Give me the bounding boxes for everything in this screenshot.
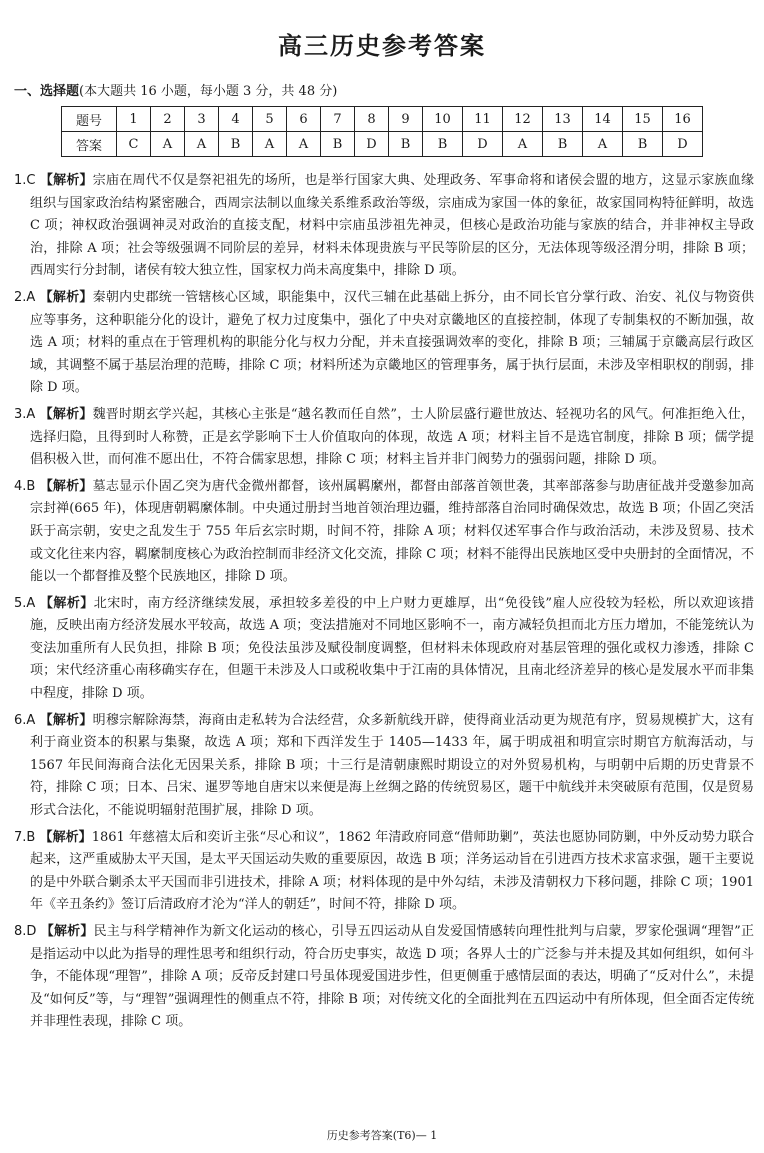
question-explanation: 民主与科学精神作为新文化运动的核心，引导五四运动从自发爱国情感转向理性批判与启蒙，罗家伦强调“理智”正是指运动中以此为指导的理性思考和组织行动，符合历史事实，故选 D 项；各界人士的广泛参与并未提及其如何组织，如何斗争，不能体现“理智”，排除 A 项；反帝反封建口号虽体现爱国进步性，但更侧重于感情层面的表达，明确了“反对什么”，未提及“如何反”等，与“理智”强调理性的侧重点不符，排除 B 项；对传统文化的全面批判在五四运动中有所体现，但全面否定传统并非理性表现，排除 C 项。: [30, 924, 754, 1030]
question-number: 1.C: [14, 173, 36, 188]
question-number-cell: 2: [151, 107, 185, 132]
question-explanation: 秦朝内史郡统一管辖核心区域，职能集中，汉代三辅在此基础上拆分，由不同长官分掌行政、治安、礼仪与物资供应等事务，这种职能分化的设计，避免了权力过度集中，强化了中央对京畿地区的直接控制，体现了专制集权的不断加强，故选 A 项；材料的重点在于管理机构的职能分化与权力分配，并未直接强调效率的变化，排除 B 项；三辅属于京畿高层行政区域，其调整不属于基层治理的范畴，排除 C 项；材料所述为京畿地区的管理事务，属于执行层面，未涉及宰相职权的削弱，排除 D 项。: [30, 289, 754, 396]
question-number: 2.A: [14, 289, 36, 305]
section-title: 一、选择题: [14, 84, 80, 99]
question-explanation: 魏晋时期玄学兴起，其核心主张是“越名教而任自然”，士人阶层盛行避世放达、轻视功名的风气。何准拒绝入仕，选择归隐，且得到时人称赞，正是玄学影响下士人价值取向的体现，故选 A 项；材料主旨不是选官制度，排除 B 项；儒学提倡积极入世，而何准不愿出仕，不符合儒家思想，排除 C 项；材料主旨并非门阀势力的强弱问题，排除 D 项。: [30, 406, 754, 468]
answer-letter-cell: A: [185, 132, 219, 157]
analysis-tag: 【解析】: [39, 289, 93, 305]
section-note: (本大题共 16 小题，每小题 3 分，共 48 分): [79, 84, 338, 99]
page-footer: 历史参考答案(T6)— 1: [326, 1129, 438, 1142]
question-number-cell: 3: [185, 107, 219, 132]
question-number: 8.D: [14, 924, 37, 939]
question-number: 5.A: [14, 595, 36, 611]
question-item: [14, 476, 754, 589]
question-explanation: 墓志显示仆固乙突为唐代金微州都督，该州属羁縻州，都督由部落首领世袭，其率部落参与助唐征战并受邀参加高宗封禅(665 年)，体现唐朝羁縻体制。中央通过册封当地首领治理边疆，维持部落自治同时确保效忠，故选 B 项；仆固乙突活跃于高宗朝，安史之乱发生于 755 年后玄宗时期，时间不符，排除 A 项；材料仅述军事合作与政治活动，未涉及贸易、技术或文化往来内容，羁縻制度核心为政治控制而非经济文化交流，排除 C 项；材料不能得出民族地区受中央册封的全面情况，不能以一个都督推及整个民族地区，排除 D 项。: [30, 478, 754, 585]
question-number-cell: 11: [463, 107, 503, 132]
question-list: [14, 170, 754, 1038]
question-number-cell: 12: [503, 107, 543, 132]
answer-letter-cell: B: [543, 132, 583, 157]
answer-letter-cell: D: [663, 132, 703, 157]
page-title: 高三历史参考答案: [278, 32, 486, 60]
question-item: [14, 170, 754, 283]
question-number-cell: 1: [117, 107, 151, 132]
question-number-cell: 4: [219, 107, 253, 132]
answer-letter-cell: A: [287, 132, 321, 157]
answer-letter-cell: B: [389, 132, 423, 157]
question-number-cell: 15: [623, 107, 663, 132]
analysis-tag: 【解析】: [39, 829, 92, 845]
question-number-cell: 10: [423, 107, 463, 132]
question-number-cell: 16: [663, 107, 703, 132]
analysis-tag: 【解析】: [39, 595, 94, 611]
answer-letter-cell: B: [219, 132, 253, 157]
question-explanation: 1861 年慈禧太后和奕䜣主张“尽心和议”，1862 年清政府同意“借师助剿”，英法也愿协同防剿，中外反动势力联合起来，这严重威胁太平天国，是太平天国运动失败的重要原因，故选 B 项；洋务运动旨在引进西方技术求富求强，题干主要说的是中外联合剿杀太平天国而非引进技术，排除 A 项；材料体现的是中外勾结，未涉及清朝权力下移问题，排除 C 项；1901 年《辛丑条约》签订后清政府才沦为“洋人的朝廷”，时间不符，排除 D 项。: [30, 829, 754, 913]
answer-letter-cell: A: [503, 132, 543, 157]
row-label-answer: 答案: [62, 132, 117, 157]
answer-letter-cell: D: [463, 132, 503, 157]
answer-letter-cell: C: [117, 132, 151, 157]
section-heading: [14, 80, 337, 99]
question-explanation: 明穆宗解除海禁，海商由走私转为合法经营，众多新航线开辟，使得商业活动更为规范有序，贸易规模扩大，这有利于商业资本的积累与集聚，故选 A 项；郑和下西洋发生于 1405—1433 年，属于明成祖和明宣宗时期官方航海活动，与 1567 年民间海商合法化无因果关系，排除 B 项；十三行是清朝康熙时期设立的对外贸易机构，与明朝中后期的历史背景不符，排除 C 项；日本、吕宋、暹罗等地自唐宋以来便是海上丝绸之路的传统贸易区，题干中航线并未突破原有范围，仅是贸易形式合法化，不能说明辐射范围扩展，排除 D 项。: [30, 712, 754, 819]
question-number: 6.A: [14, 712, 36, 728]
question-number-cell: 7: [321, 107, 355, 132]
analysis-tag: 【解析】: [39, 173, 93, 188]
analysis-tag: 【解析】: [39, 478, 93, 494]
answer-letter-cell: A: [253, 132, 287, 157]
question-number: 7.B: [14, 829, 36, 845]
answer-letter-cell: D: [355, 132, 389, 157]
question-item: [14, 593, 754, 706]
question-explanation: 北宋时，南方经济继续发展，承担较多差役的中上户财力更雄厚，出“免役钱”雇人应役较为轻松，所以欢迎该措施，反映出南方经济发展水平较高，故选 A 项；变法措施对不同地区影响不一，南方减轻负担而北方压力增加，不能笼统认为变法加重所有人民负担，排除 B 项；免役法虽涉及赋役制度调整，但材料未体现政府对基层管理的强化或权力渗透，排除 C 项；宋代经济重心南移确实存在，但题干未涉及人口或税收集中于江南的具体情况，且南北经济差异的核心是发展水平而非集中程度，排除 D 项。: [30, 595, 754, 702]
answer-letter-cell: B: [321, 132, 355, 157]
answer-letter-cell: B: [623, 132, 663, 157]
table-row-numbers: [62, 107, 703, 132]
question-number-cell: 14: [583, 107, 623, 132]
analysis-tag: 【解析】: [39, 406, 93, 422]
question-item: [14, 827, 754, 917]
table-row-answers: [62, 132, 703, 157]
analysis-tag: 【解析】: [39, 712, 93, 728]
analysis-tag: 【解析】: [40, 924, 94, 939]
question-item: [14, 287, 754, 400]
answer-letter-cell: A: [583, 132, 623, 157]
row-label-number: 题号: [62, 107, 117, 132]
question-item: [14, 404, 754, 472]
question-item: [14, 710, 754, 823]
question-item: [14, 921, 754, 1034]
question-explanation: 宗庙在周代不仅是祭祀祖先的场所，也是举行国家大典、处理政务、军事命将和诸侯会盟的地方，这显示家族血缘组织与国家政治结构紧密融合，西周宗法制以血缘关系维系政治等级，宗庙成为家国一体的象征，故家国同构特征鲜明，故选 C 项；神权政治强调神灵对政治的直接支配，材料中宗庙虽涉祖先神灵，但核心是政治功能与家族的结合，并非神权主导政治，排除 A 项；社会等级强调不同阶层的差异，材料未体现贵族与平民等阶层的区分，无法体现等级泾渭分明，排除 B 项；西周实行分封制，诸侯有较大独立性，国家权力尚未高度集中，排除 D 项。: [30, 173, 754, 279]
answer-letter-cell: B: [423, 132, 463, 157]
question-number: 4.B: [14, 478, 36, 494]
question-number-cell: 8: [355, 107, 389, 132]
answer-letter-cell: A: [151, 132, 185, 157]
question-number-cell: 6: [287, 107, 321, 132]
question-number-cell: 5: [253, 107, 287, 132]
answer-table: [61, 106, 703, 157]
question-number-cell: 9: [389, 107, 423, 132]
question-number-cell: 13: [543, 107, 583, 132]
question-number: 3.A: [14, 406, 36, 422]
